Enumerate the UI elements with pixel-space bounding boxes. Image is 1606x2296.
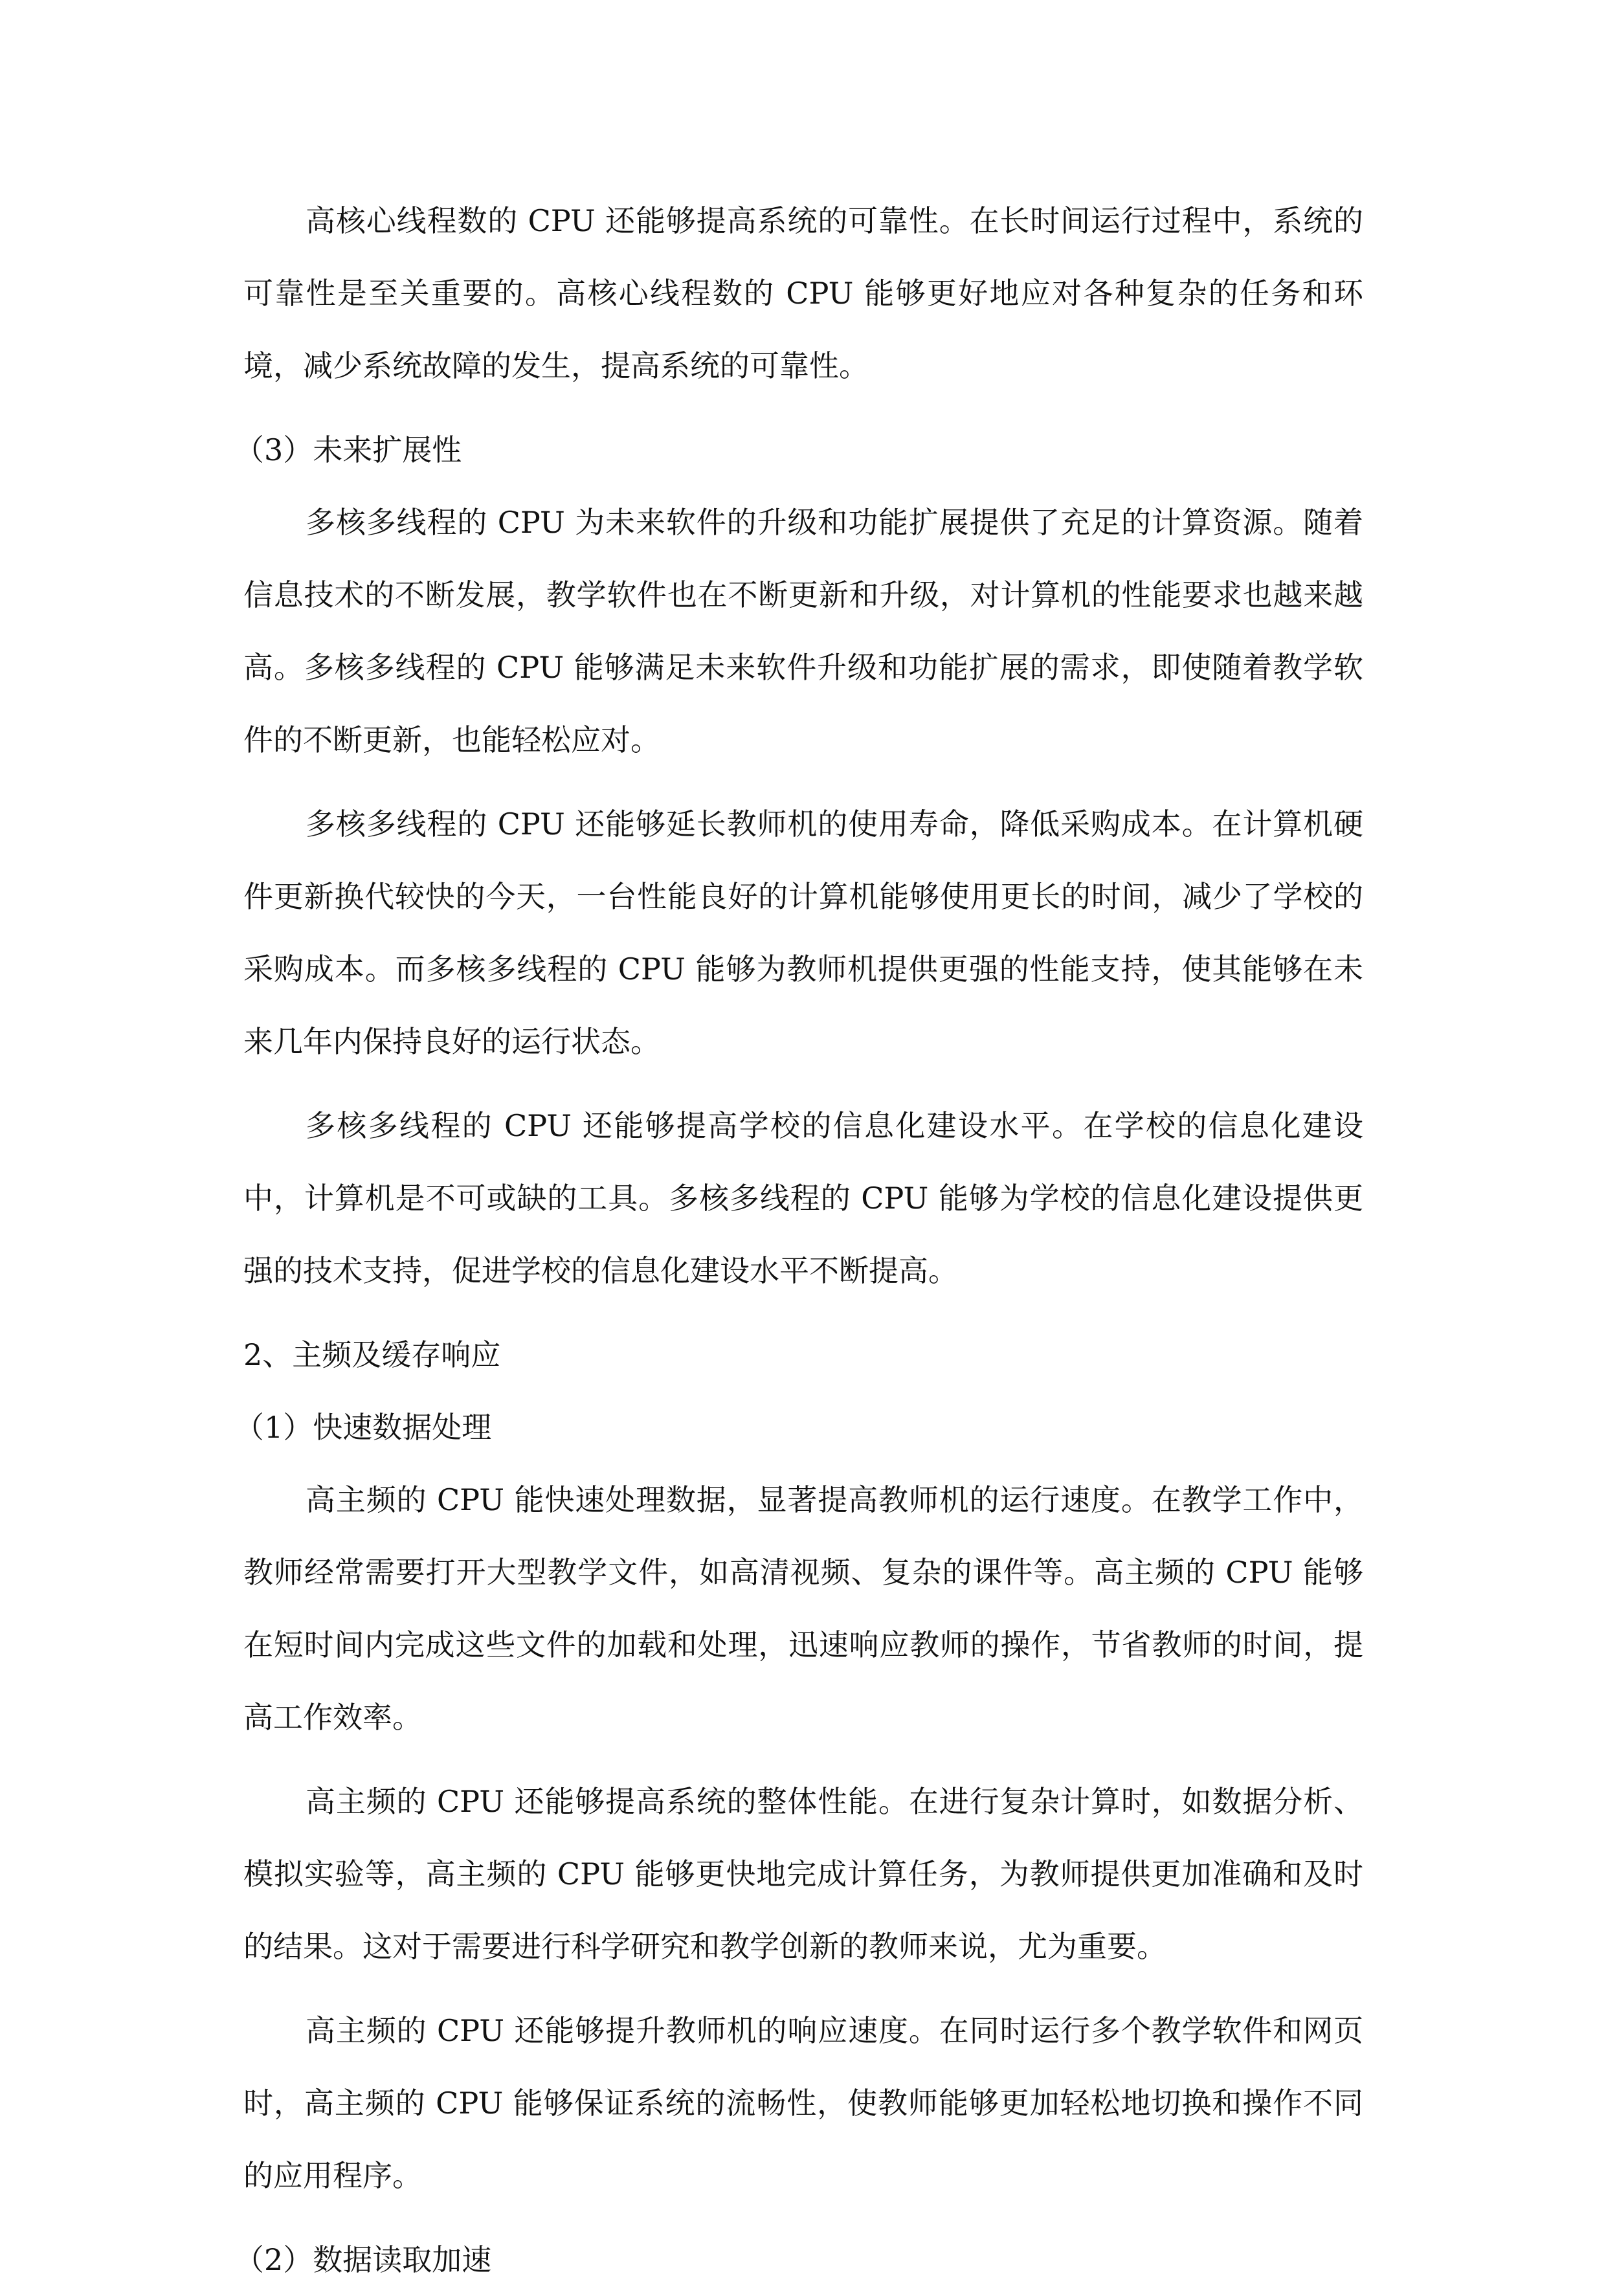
subheading-future-scalability: （3）未来扩展性: [234, 432, 462, 467]
paragraph-informatization: 多核多线程的 CPU 还能够提高学校的信息化建设水平。在学校的信息化建设中，计算机是不可或缺的工具。多核多线程的 CPU 能够为学校的信息化建设提供更强的技术支持，促进学校的信息化建设水平不断提高。: [243, 1108, 1363, 1288]
document-body: [234, 184, 1363, 2296]
subheading-fast-processing: （1）快速数据处理: [234, 1410, 492, 1445]
paragraph-overall-performance: 高主频的 CPU 还能够提高系统的整体性能。在进行复杂计算时，如数据分析、模拟实验等，高主频的 CPU 能够更快地完成计算任务，为教师提供更加准确和及时的结果。这对于需要进行科学研究和教学创新的教师来说，尤为重要。: [243, 1784, 1363, 1964]
paragraph-response-speed: 高主频的 CPU 还能够提升教师机的响应速度。在同时运行多个教学软件和网页时，高主频的 CPU 能够保证系统的流畅性，使教师能够更加轻松地切换和操作不同的应用程序。: [243, 2013, 1363, 2193]
paragraph-lifespan: 多核多线程的 CPU 还能够延长教师机的使用寿命，降低采购成本。在计算机硬件更新换代较快的今天，一台性能良好的计算机能够使用更长的时间，减少了学校的采购成本。而多核多线程的 CPU 能够为教师机提供更强的性能支持，使其能够在未来几年内保持良好的运行状态。: [243, 807, 1363, 1059]
heading-frequency-cache: 2、主频及缓存响应: [243, 1337, 501, 1372]
paragraph-reliability: 高核心线程数的 CPU 还能够提高系统的可靠性。在长时间运行过程中，系统的可靠性是至关重要的。高核心线程数的 CPU 能够更好地应对各种复杂的任务和环境，减少系统故障的发生，提高系统的可靠性。: [243, 203, 1363, 383]
paragraph-fast-processing: 高主频的 CPU 能快速处理数据，显著提高教师机的运行速度。在教学工作中，教师经常需要打开大型教学文件，如高清视频、复杂的课件等。高主频的 CPU 能够在短时间内完成这些文件的加载和处理，迅速响应教师的操作，节省教师的时间，提高工作效率。: [243, 1482, 1363, 1735]
paragraph-future-upgrade: 多核多线程的 CPU 为未来软件的升级和功能扩展提供了充足的计算资源。随着信息技术的不断发展，教学软件也在不断更新和升级，对计算机的性能要求也越来越高。多核多线程的 CPU 能够满足未来软件升级和功能扩展的需求，即使随着教学软件的不断更新，也能轻松应对。: [243, 505, 1363, 757]
subheading-data-read-acceleration: （2）数据读取加速: [234, 2242, 492, 2277]
